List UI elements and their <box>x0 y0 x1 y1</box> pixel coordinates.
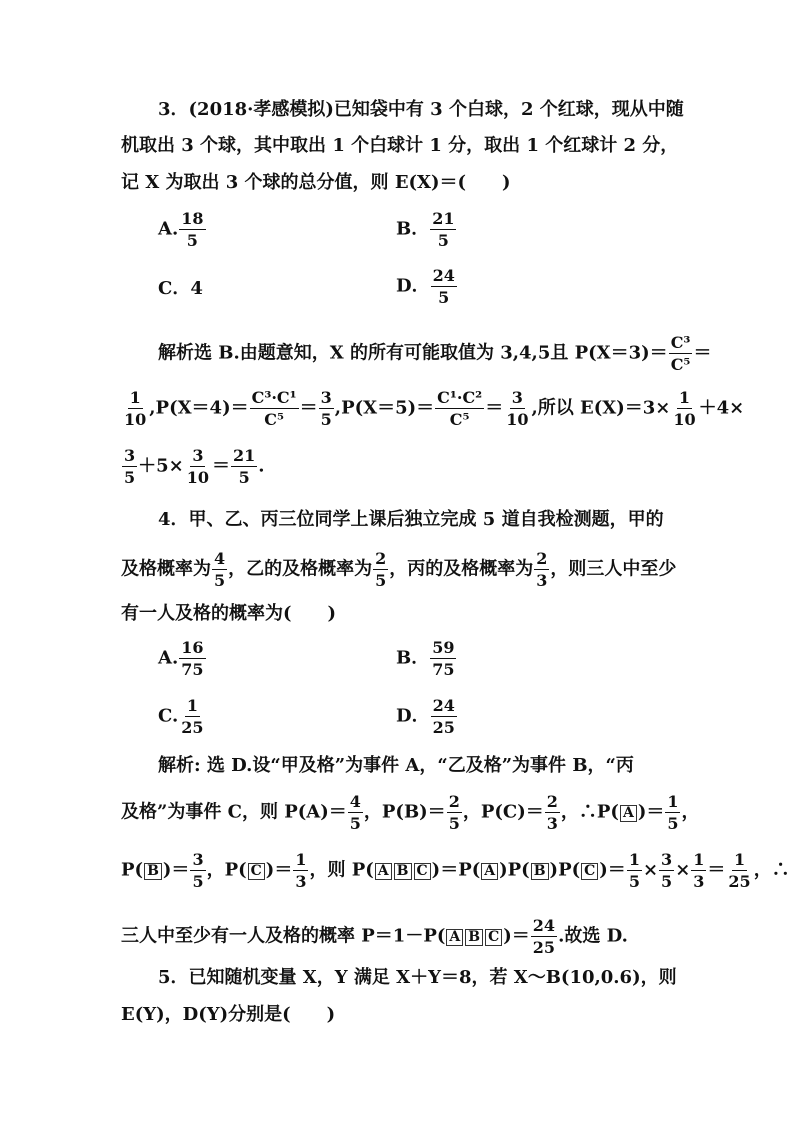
q3-option-c: C．4 <box>158 278 203 299</box>
q3-line-2: 机取出 3 个球，其中取出 1 个白球计 1 分，取出 1 个红球计 2 分， <box>121 135 679 156</box>
q5-line-1: 5．已知随机变量 X，Y 满足 X＋Y＝8，若 X～B(10,0.6)，则 <box>158 967 677 988</box>
q4-line-3: 有一人及格的概率为( ) <box>121 603 337 624</box>
q4-option-c: C. $\frac{1}{25}$ <box>158 696 204 737</box>
q4-line-2: 及格概率为 $\frac{4}{5}$ ，乙的及格概率为 $\frac{2}{5}$ ，丙的及格概率为 $\frac{2}{3}$ ，则三人中至少 <box>121 549 677 590</box>
q4-solution-line-1: 解析: 选 D.设“甲及格”为事件 A，“乙及格”为事件 B，“丙 <box>158 755 634 776</box>
q4-option-a: A. $\frac{16}{75}$ <box>158 638 204 679</box>
q3-solution-line-2: $\frac{1}{10}$ ,P(X＝4)＝ $\frac{\text{C³·C¹}}{\text{C⁵}}$ ＝ $\frac{3}{5}$ ,P(X＝5)＝ $\frac{\text{C¹·C²}}{\text{C⁵}}$ ＝ $\frac{3}{10}$ ,所以 E(X)＝3× $\frac{1}{10}$ ＋4× <box>124 388 745 429</box>
q4-solution-line-2: 及格”为事件 C，则 P(A)＝ $\frac{4}{5}$ ，P(B)＝ $\frac{2}{5}$ ，P(C)＝ $\frac{2}{3}$ ，∴P( A )＝ $\frac{1}{5}$ ， <box>121 792 700 833</box>
q4-option-d: D． $\frac{24}{25}$ <box>396 696 455 737</box>
q3-solution-line-1: 解析选 B.由题意知，X 的所有可能取值为 3,4,5且 P(X＝3)＝ $\frac{\text{C³}}{\text{C⁵}}$ ＝ <box>158 333 712 374</box>
q3-line-1: 3．(2018·孝感模拟)已知袋中有 3 个白球，2 个红球，现从中随 <box>158 99 684 120</box>
q5-line-2: E(Y)，D(Y)分别是( ) <box>121 1004 336 1025</box>
q3-line-3: 记 X 为取出 3 个球的总分值，则 E(X)＝( ) <box>121 172 511 193</box>
q3-option-a: A. $\frac{18}{5}$ <box>158 209 204 250</box>
q4-line-1: 4．甲、乙、丙三位同学上课后独立完成 5 道自我检测题，甲的 <box>158 509 664 530</box>
q3-solution-line-3: $\frac{3}{5}$ ＋5× $\frac{3}{10}$ ＝ $\frac{21}{5}$ . <box>124 446 265 487</box>
q3-option-d: D． $\frac{24}{5}$ <box>396 266 455 307</box>
q4-option-b: B． $\frac{59}{75}$ <box>396 638 455 679</box>
q4-solution-line-4: 三人中至少有一人及格的概率 P＝1－P( A B C )＝ $\frac{24}{25}$ .故选 D. <box>121 916 628 957</box>
q3-option-b: B． $\frac{21}{5}$ <box>396 209 455 250</box>
q4-solution-line-3: P( B )＝ $\frac{3}{5}$ ，P( C )＝ $\frac{1}{3}$ ，则 P( A B C )＝P( A )P( B )P( C )＝ $\frac{1}{5}$ × $\frac{3}{5}$ × $\frac{1}{3}$ ＝ $\frac{1}{25}$ ，∴ <box>121 850 790 891</box>
